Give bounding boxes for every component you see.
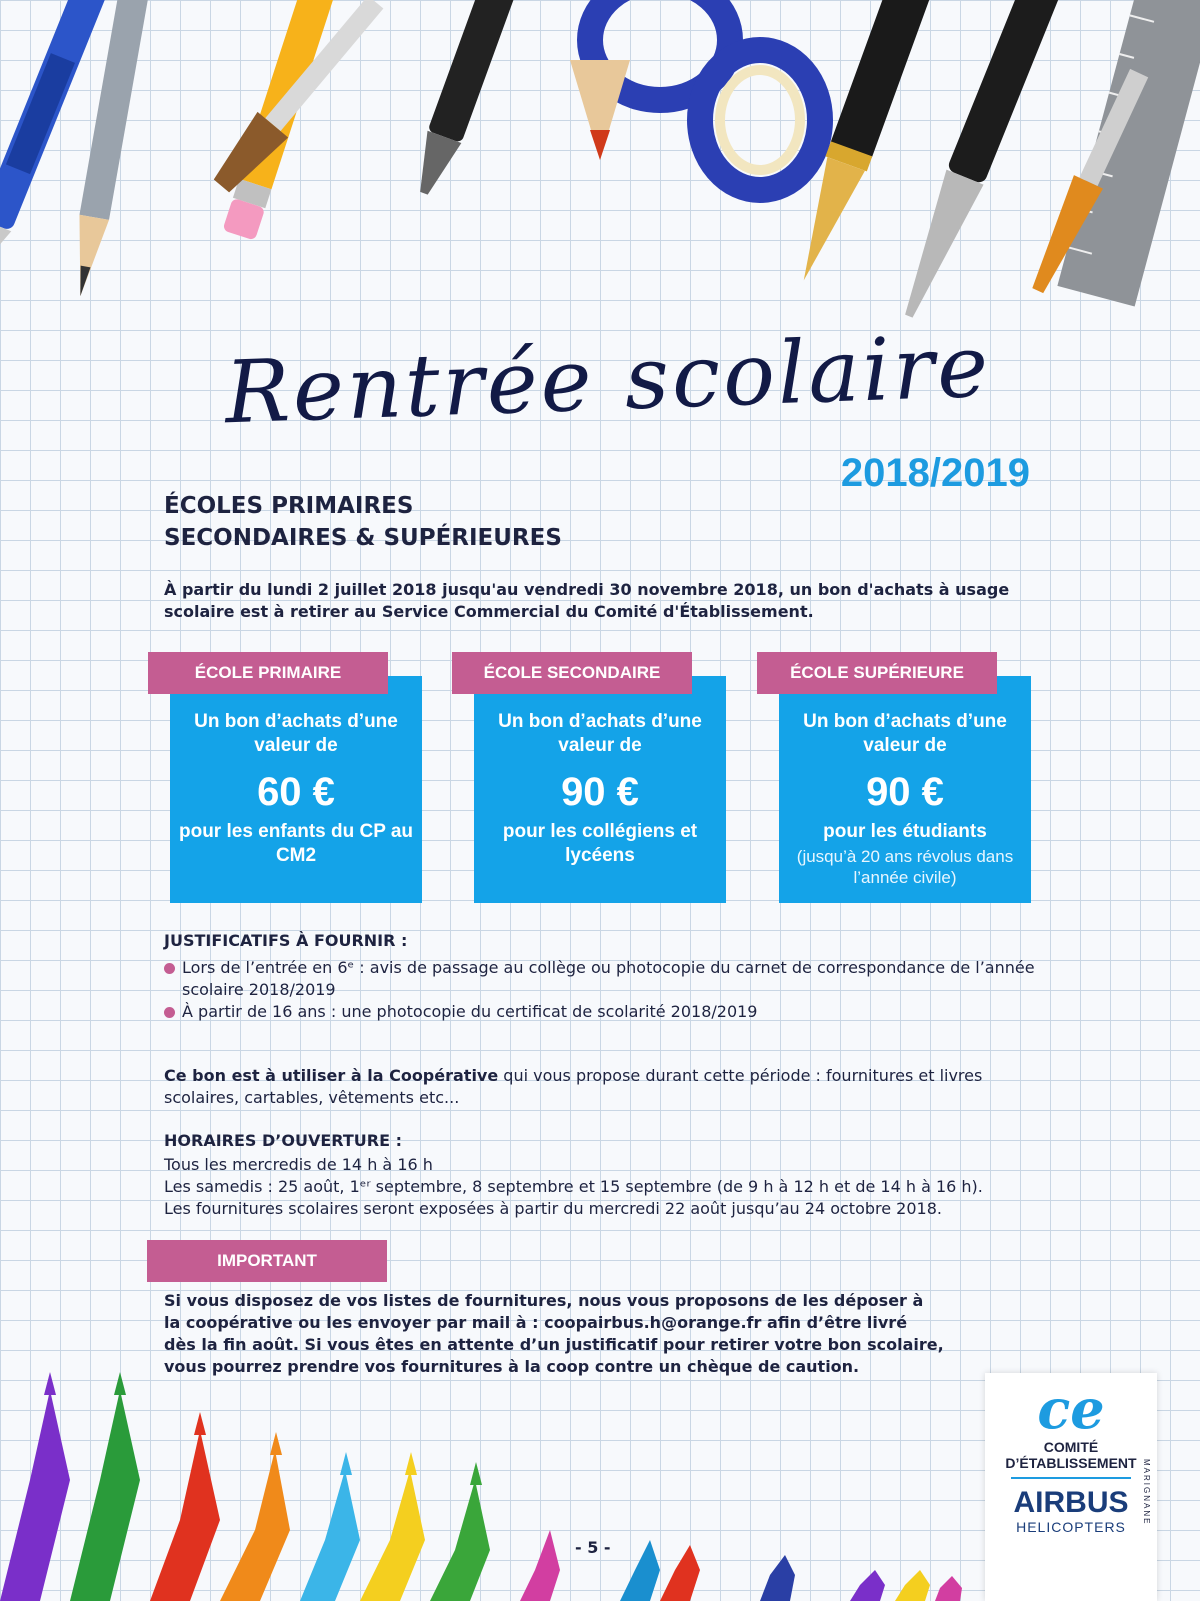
logo-divider	[1011, 1477, 1131, 1479]
schools-heading-line: ÉCOLES PRIMAIRES	[164, 493, 414, 519]
hours-line: Les fournitures scolaires seront exposées à partir du mercredi 22 août jusqu’au 24 octobre 2018.	[164, 1199, 942, 1218]
documents-list	[164, 957, 1064, 1023]
bullet-icon	[164, 963, 175, 974]
important-tab: IMPORTANT	[147, 1240, 387, 1282]
card-secondary-school	[474, 663, 726, 903]
logo-brand: AIRBUS	[1013, 1486, 1129, 1519]
card-amount: 60 €	[257, 770, 335, 814]
list-item	[164, 1001, 1064, 1023]
ce-logo-mark: ce	[1037, 1377, 1105, 1441]
page-title: Rentrée scolaire	[223, 316, 993, 444]
card-higher-education	[779, 663, 1031, 903]
hours-line: Tous les mercredis de 14 h à 16 h	[164, 1155, 433, 1174]
logo-brand-sub: HELICOPTERS	[1016, 1519, 1126, 1535]
school-year: 2018/2019	[840, 451, 1030, 495]
card-description: Un bon d’achats d’une valeur de	[194, 711, 398, 756]
list-item	[164, 957, 1064, 1001]
logo-org-name: COMITÉ D’ÉTABLISSEMENT	[1005, 1439, 1137, 1471]
opening-hours	[164, 1154, 1064, 1220]
cooperative-text: qui vous propose durant cette période : fournitures et livres scolaires, cartables, vêtements etc...	[164, 1066, 983, 1107]
airbus-ce-logo	[985, 1373, 1157, 1601]
important-paragraph: Si vous disposez de vos listes de fournitures, nous vous proposons de les déposer à la coopérative ou les envoyer par mail à : coopairbus.h@orange.fr afin d’être livré dès la fin août. Si vous êtes en attente d’un justificatif pour retirer votre bon scolaire, vous pourrez prendre vos fournitures à la coop contre un chèque de caution.	[164, 1291, 944, 1376]
card-note: (jusqu’à 20 ans révolus dans l’année civile)	[796, 847, 1014, 887]
card-primary-school	[170, 663, 422, 903]
intro-paragraph: À partir du lundi 2 juillet 2018 jusqu'au vendredi 30 novembre 2018, un bon d'achats à usage scolaire est à retirer au Service Commercial du Comité d'Établissement.	[164, 580, 1010, 621]
card-tab: ÉCOLE SECONDAIRE	[452, 652, 692, 694]
page-number: - 5 -	[575, 1538, 611, 1557]
card-tab: ÉCOLE SUPÉRIEURE	[757, 652, 997, 694]
card-target: pour les enfants du CP au CM2	[178, 821, 414, 866]
card-description: Un bon d’achats d’une valeur de	[498, 711, 702, 756]
cooperative-paragraph	[164, 1065, 1024, 1109]
bullet-icon	[164, 1007, 175, 1018]
list-item-text: À partir de 16 ans : une photocopie du certificat de scolarité 2018/2019	[182, 1002, 758, 1021]
card-target: pour les étudiants	[823, 821, 987, 842]
schools-heading-line: SECONDAIRES & SUPÉRIEURES	[164, 525, 562, 551]
card-description: Un bon d’achats d’une valeur de	[803, 711, 1007, 756]
card-amount: 90 €	[866, 770, 944, 814]
opening-hours-heading: HORAIRES D’OUVERTURE :	[164, 1131, 402, 1150]
cooperative-bold-text: Ce bon est à utiliser à la Coopérative	[164, 1066, 499, 1085]
logo-site: MARIGNANE	[1142, 1459, 1151, 1526]
card-tab: ÉCOLE PRIMAIRE	[148, 652, 388, 694]
card-amount: 90 €	[561, 770, 639, 814]
card-target: pour les collégiens et lycéens	[502, 821, 698, 866]
schools-heading	[164, 490, 562, 554]
documents-heading: JUSTIFICATIFS À FOURNIR :	[164, 931, 408, 950]
hours-line: Les samedis : 25 août, 1ᵉʳ septembre, 8 septembre et 15 septembre (de 9 h à 12 h et de 14 h à 16 h).	[164, 1177, 983, 1196]
list-item-text: Lors de l’entrée en 6ᵉ : avis de passage au collège ou photocopie du carnet de correspondance de l’année scolaire 2018/2019	[182, 958, 1035, 999]
